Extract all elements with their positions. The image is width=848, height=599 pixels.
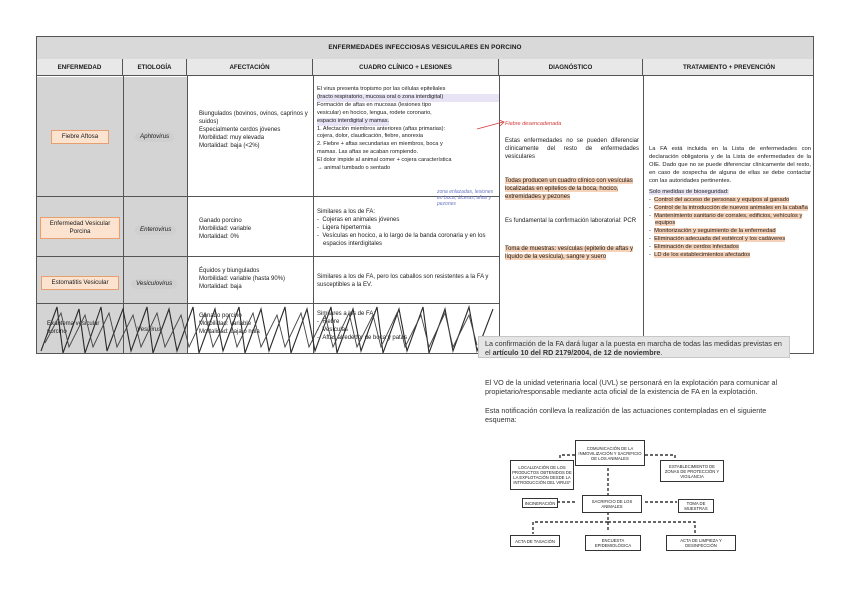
diagram-samples-box: TOMA DE MUESTRAS [678, 499, 714, 513]
disease-exantema-vesicular: Exantema vesicular porcino [47, 321, 100, 336]
diagram-slaughter-box: SACRIFICIO DE LOS ANIMALES [582, 495, 642, 513]
diagram-right-box: ESTABLECIMIENTO DE ZONAS DE PROTECCIÓN Y VIGILANCIA [660, 460, 724, 482]
clinical-row-3: Similares a los de FA, pero los caballos son resistentes a la FA y susceptibles a la EV. [317, 274, 489, 289]
diagnosis-3: Es fundamental la confirmación laboratorial: PCR [505, 218, 637, 224]
treatment-title: Solo medidas de bioseguridad: [649, 189, 729, 195]
handwritten-note-blue: zona enlazadas, lesiones en boca, úlceras, aftas y pezones [437, 189, 494, 207]
diagram-valuation-box: ACTA DE TASACIÓN [510, 535, 560, 547]
treatment-intro: La FA está incluida en la Lista de enfermedades con declaración obligatoria y de la Lista de enfermedades de la OIE. Dado que no se puede diferenciar clínicamente del resto, en caso de sospecha de alguna de ellas se debe contactar con las autoridades pertinentes. [649, 146, 811, 185]
clinical-row-4: Similares a los de FA: - Fiebre - Vesículas - Aftas alrededor de boca y patas [317, 311, 408, 342]
header-diagnosis: DIAGNÓSTICO [499, 59, 643, 76]
diagnosis-4: Toma de muestras: vesículas (epitelio de aftas y líquido de la vesícula), sangre y suero [505, 246, 634, 261]
diagram-top-box: COMUNICACIÓN DE LA INMOVILIZACIÓN Y SACRIFICIO DE LOS ANIMALES [575, 440, 645, 466]
clinical-row-2: Similares a los de FA: - Cojeras en animales jóvenes - Ligera hipertermia - Vesículas en hocico, a lo largo de la banda coronaria y en los espacios interdigitales [317, 209, 486, 248]
diagram-left-box: LOCALIZACIÓN DE LOS PRODUCTOS OBTENIDOS DE LA EXPLOTACIÓN DESDE LA INTRODUCCIÓN DEL VIRUS* [510, 460, 574, 490]
affect-row-1: Biungulados (bovinos, ovinos, caprinos y suidos) Especialmente cerdos jóvenes Morbilidad: muy elevada Mortalidad: baja (<2%) [199, 111, 308, 150]
diagnosis-1: Estas enfermedades no se pueden diferenciar clínicamente del resto de enfermedades vesiculares [505, 138, 639, 161]
disease-estomatitis-vesicular: Estomatitis Vesicular [41, 276, 119, 290]
etiology-vesivirus: Vesivirus [137, 327, 162, 333]
handwritten-note-red: Fiebre desencadenada [505, 121, 562, 127]
diagram-survey-box: ENCUESTA EPIDEMIOLÓGICA [585, 535, 641, 551]
affect-row-2: Ganado porcino Morbilidad: variable Mortalidad: 0% [199, 218, 252, 241]
paragraph-2: Esta notificación conlleva la realización de las actuaciones contempladas en el siguiente esquema: [485, 406, 767, 424]
header-clinical: CUADRO CLÍNICO + LESIONES [313, 59, 499, 76]
diagram-incineration-box: INCINERACIÓN [522, 498, 558, 508]
etiology-aphtovirus: Aphtovirus [135, 132, 174, 142]
diagnosis-2: Todas producen un cuadro clínico con vesículas localizadas en epitelios de la boca, hocico, extremidades y pezones [505, 178, 633, 201]
disease-table [36, 36, 814, 354]
callout-box: La confirmación de la FA dará lugar a la puesta en marcha de todas las medidas previstas en el artículo 10 del RD 2179/2004, de 12 de noviembre. [478, 336, 790, 358]
diagram-cleaning-box: ACTA DE LIMPIEZA Y DESINFECCIÓN [666, 535, 736, 551]
clinical-row-1: El virus presenta tropismo por las células epiteliales (tracto respiratorio, mucosa oral o zona interdigital) Formación de aftas en mucosas (lesiones tipo vesicular) en hocico, lengua, rodete coronario, espacio interdigital y mamas. 1. Afectación miembros anteriores (aftas primarias): cojera, dolor, claudicación, fiebre, anorexia 2. Fiebre + aftas secundarias en miembros, boca y mamas. Las aftas se acaban rompiendo. El dolor impide al animal comer + cojera característica → animal tumbado o sentado [317, 86, 499, 173]
etiology-vesiculovirus: Vesiculovirus [131, 279, 177, 289]
header-etiology: ETIOLOGÍA [123, 59, 187, 76]
disease-fiebre-aftosa: Fiebre Aftosa [51, 130, 109, 144]
header-disease: ENFERMEDAD [37, 59, 123, 76]
disease-enfermedad-vesicular: Enfermedad Vesicular Porcina [40, 217, 120, 239]
paragraph-1: El VO de la unidad veterinaria local (UVL) se personará en la explotación para comunicar al propietario/responsable mediante acta oficial de la existencia de FA en la explotación. [485, 378, 778, 396]
header-affect: AFECTACIÓN [187, 59, 313, 76]
treatment-list: - Control del acceso de personas y equipos al ganado - Control de la introducción de nuevos animales en la cabaña - Mantenimiento sanitario de corrales, edificios, vehículos y equipos - Monitorización y seguimiento de la enfermedad - Eliminación adecuada del estiércol y los cadáveres - Eliminación de cerdos infectados - LD de los establecimientos afectados [649, 197, 808, 258]
header-treatment: TRATAMIENTO + PREVENCIÓN [643, 59, 814, 76]
column-shading [37, 77, 187, 354]
affect-row-3: Équidos y biungulados Morbilidad: variable (hasta 90%) Mortalidad: baja [199, 268, 286, 291]
table-title: ENFERMEDADES INFECCIOSAS VESICULARES EN PORCINO [37, 37, 813, 60]
affect-row-4: Ganado porcino Morbilidad: variable Mortalidad: baja o nula [199, 313, 260, 336]
etiology-enterovirus: Enterovirus [135, 225, 176, 235]
